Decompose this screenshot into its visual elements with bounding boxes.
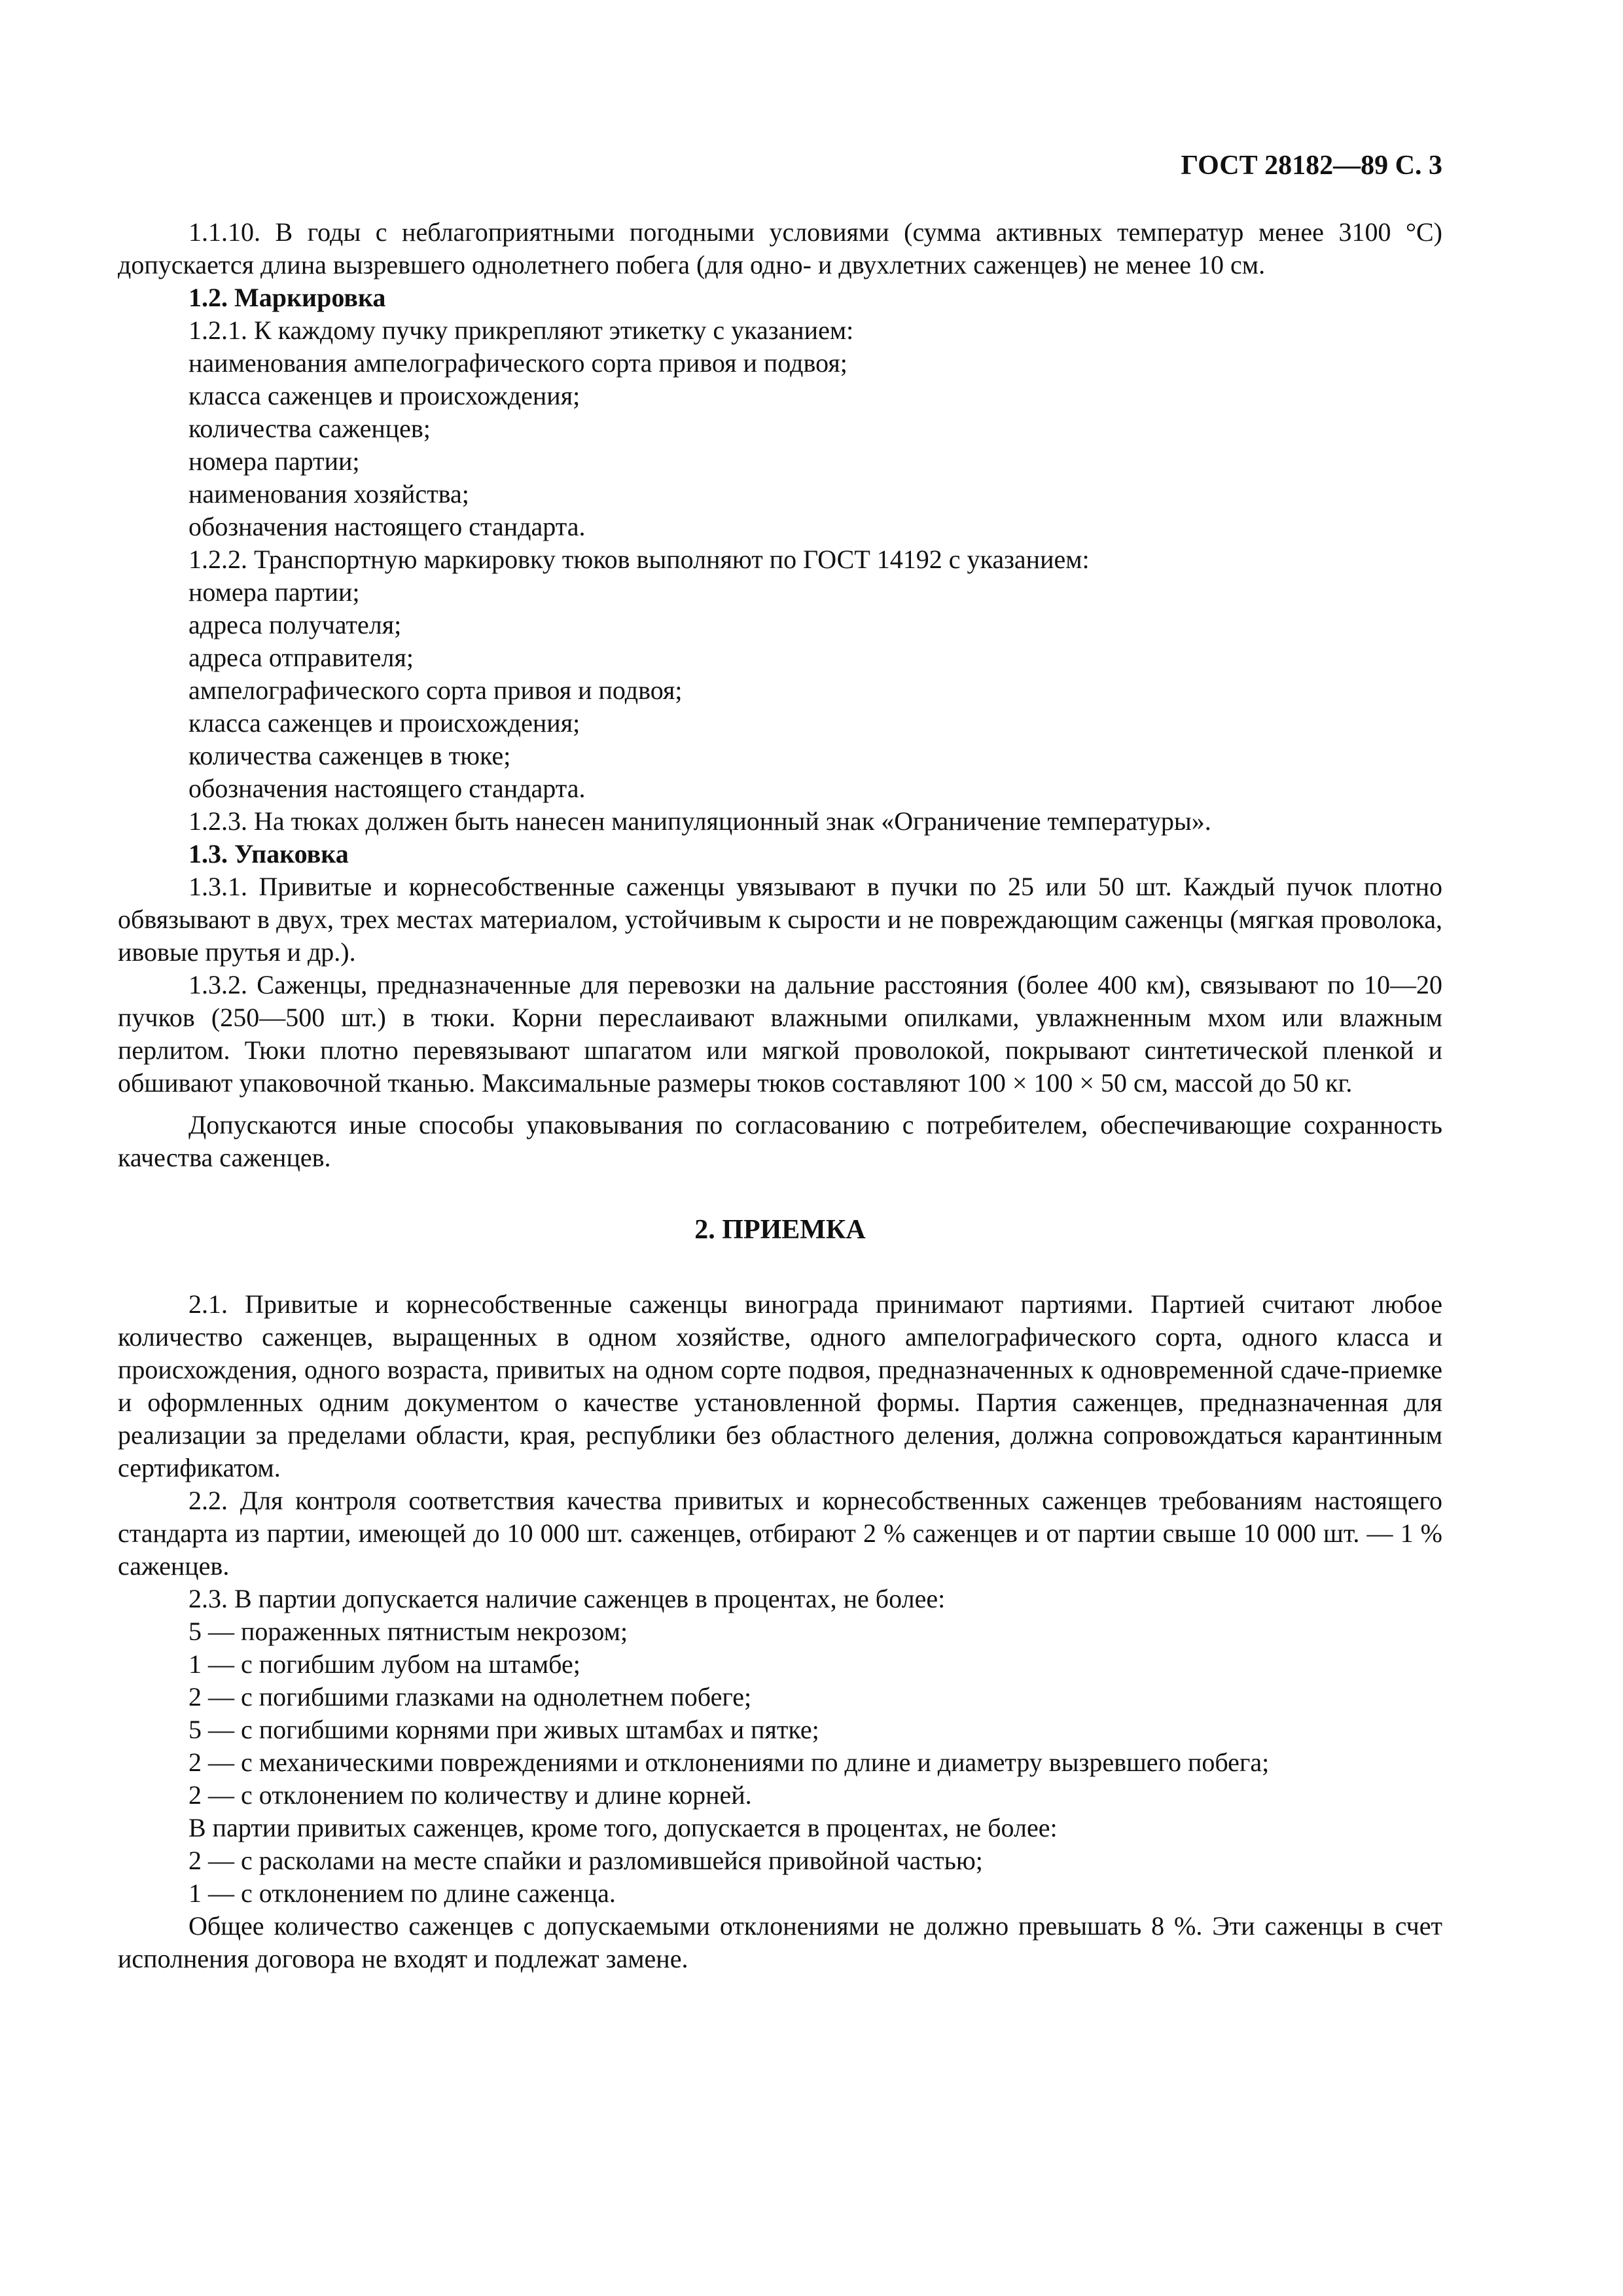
clause-2-3-total: Общее количество саженцев с допускаемыми отклонениями не должно превышать 8 %. Эти саженцы в счет исполнения договора не входят и подлежат замене. <box>118 1911 1442 1973</box>
list-item: номера партии; <box>188 446 360 476</box>
grafted-defects-list <box>118 1844 1442 1910</box>
label-contents-list <box>118 347 1442 543</box>
defects-list <box>118 1615 1442 1812</box>
list-item: 2 — с погибшими глазками на однолетнем побеге; <box>188 1682 752 1712</box>
clause-1-2-2: 1.2.2. Транспортную маркировку тюков выполняют по ГОСТ 14192 с указанием: <box>188 545 1090 574</box>
clause-2-1: 2.1. Привитые и корнесобственные саженцы винограда принимают партиями. Партией считают любое количество саженцев, выращенных в одном хозяйстве, одного ампелографического сорта, одного класса и происхождения, одного возраста, привитых на одном сорте подвоя, предназначенных к одновременной сдаче-приемке и оформленных одним документом о качестве установленной формы. Партия саженцев, предназначенная для реализации за пределами области, края, республики без областного деления, должна сопровождаться карантинным сертификатом. <box>118 1289 1442 1482</box>
clause-1-1-10: 1.1.10. В годы с неблагоприятными погодными условиями (сумма активных температур менее 3100 °С) допускается длина вызревшего однолетнего побега (для одно- и двухлетних саженцев) не менее 10 см. <box>118 217 1442 279</box>
list-item: 1 — с отклонением по длине саженца. <box>188 1878 616 1908</box>
clause-1-3-1: 1.3.1. Привитые и корнесобственные саженцы увязывают в пучки по 25 или 50 шт. Каждый пучок плотно обвязывают в двух, трех местах материалом, устойчивым к сырости и не повреждающим саженцы (мягкая проволока, ивовые прутья и др.). <box>118 872 1442 967</box>
list-item: обозначения настоящего стандарта. <box>188 774 586 803</box>
clause-1-3-note: Допускаются иные способы упаковывания по согласованию с потребителем, обеспечивающие сохранность качества саженцев. <box>118 1110 1442 1172</box>
list-item: 2 — с отклонением по количеству и длине корней. <box>188 1780 752 1810</box>
clause-1-2-3: 1.2.3. На тюках должен быть нанесен манипуляционный знак «Ограничение температуры». <box>188 806 1211 836</box>
clause-2-3-grafted: В партии привитых саженцев, кроме того, допускается в процентах, не более: <box>188 1813 1058 1842</box>
clause-2-3: 2.3. В партии допускается наличие саженцев в процентах, не более: <box>188 1584 946 1613</box>
list-item: номера партии; <box>188 577 360 607</box>
subsection-title-marking: 1.2. Маркировка <box>188 283 386 312</box>
list-item: 1 — с погибшим лубом на штамбе; <box>188 1649 580 1679</box>
clause-2-2: 2.2. Для контроля соответствия качества привитых и корнесобственных саженцев требованиям настоящего стандарта из партии, имеющей до 10 000 шт. саженцев, отбирают 2 % саженцев и от партии свыше 10 000 шт. — 1 % саженцев. <box>118 1486 1442 1581</box>
list-item: 2 — с расколами на месте спайки и разломившейся привойной частью; <box>188 1846 983 1875</box>
list-item: адреса получателя; <box>188 610 402 639</box>
list-item: 5 — с погибшими корнями при живых штамбах и пятке; <box>188 1715 819 1744</box>
list-item: 5 — пораженных пятнистым некрозом; <box>188 1617 628 1646</box>
clause-1-3-2: 1.3.2. Саженцы, предназначенные для перевозки на дальние расстояния (более 400 км), связывают по 10—20 пучков (250—500 шт.) в тюки. Корни переслаивают влажными опилками, увлажненным мхом или влажным перлитом. Тюки плотно перевязывают шпагатом или мягкой проволокой, покрывают синтетической пленкой и обшивают упаковочной тканью. Максимальные размеры тюков составляют 100 × 100 × 50 см, массой до 50 кг. <box>118 970 1442 1098</box>
document-page <box>118 149 1442 1975</box>
list-item: количества саженцев; <box>188 414 431 443</box>
list-item: адреса отправителя; <box>188 643 414 672</box>
list-item: наименования ампелографического сорта привоя и подвоя; <box>188 348 847 378</box>
running-header: ГОСТ 28182—89 С. 3 <box>1181 151 1442 181</box>
list-item: наименования хозяйства; <box>188 479 469 509</box>
transport-marking-list <box>118 576 1442 805</box>
clause-1-2-1: 1.2.1. К каждому пучку прикрепляют этикетку с указанием: <box>188 315 854 345</box>
list-item-wrapped: 2 — с механическими повреждениями и отклонениями по длине и диаметру вызревшего побега; <box>188 1748 1270 1777</box>
list-item: обозначения настоящего стандарта. <box>188 512 586 541</box>
list-item: класса саженцев и происхождения; <box>188 708 580 738</box>
list-item: ампелографического сорта привоя и подвоя; <box>188 675 683 705</box>
section-title-acceptance: 2. ПРИЕМКА <box>694 1215 866 1245</box>
list-item: класса саженцев и происхождения; <box>188 381 580 410</box>
subsection-title-packaging: 1.3. Упаковка <box>188 839 349 869</box>
list-item: количества саженцев в тюке; <box>188 741 511 770</box>
